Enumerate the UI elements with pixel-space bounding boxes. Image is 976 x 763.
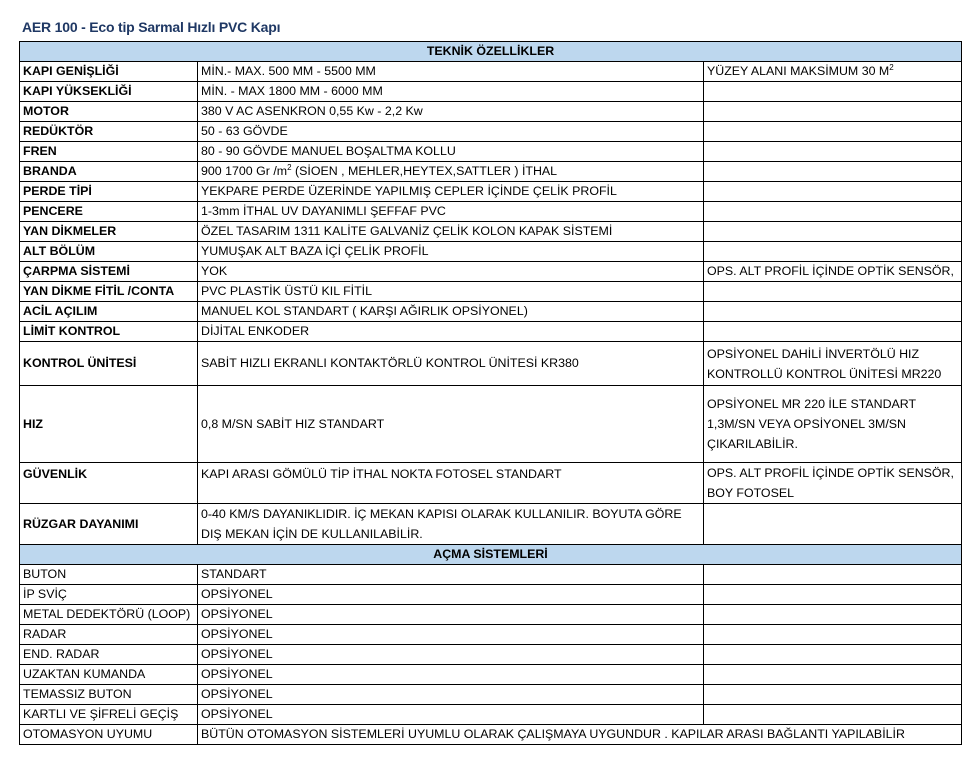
table-row — [20, 585, 962, 605]
spec-value: DİJİTAL ENKODER — [198, 322, 704, 342]
spec-note — [704, 222, 962, 242]
table-row — [20, 102, 962, 122]
table-row — [20, 322, 962, 342]
spec-note: YÜZEY ALANI MAKSİMUM 30 $M^2$ — [704, 62, 962, 82]
table-row — [20, 463, 962, 504]
spec-note — [704, 504, 962, 545]
section-header-row — [20, 545, 962, 565]
table-row — [20, 182, 962, 202]
table-row — [20, 242, 962, 262]
spec-label: ÇARPMA SİSTEMİ — [20, 262, 198, 282]
table-row — [20, 282, 962, 302]
spec-label: ACİL AÇILIM — [20, 302, 198, 322]
option-label: END. RADAR — [20, 645, 198, 665]
spec-label: YAN DİKMELER — [20, 222, 198, 242]
spec-label: RÜZGAR DAYANIMI — [20, 504, 198, 545]
table-row — [20, 222, 962, 242]
table-row — [20, 162, 962, 182]
option-label: KARTLI VE ŞİFRELİ GEÇİŞ — [20, 705, 198, 725]
spec-label: HIZ — [20, 386, 198, 463]
spec-label: KONTROL ÜNİTESİ — [20, 342, 198, 386]
table-row — [20, 625, 962, 645]
spec-note: OPSİYONEL MR 220 İLE STANDART 1,3M/SN VEYA OPSİYONEL 3M/SN ÇIKARILABİLİR. — [704, 386, 962, 463]
spec-note — [704, 302, 962, 322]
spec-note — [704, 282, 962, 302]
spec-value: 0,8 M/SN SABİT HIZ STANDART — [198, 386, 704, 463]
spec-note — [704, 162, 962, 182]
spec-value: 0-40 KM/S DAYANIKLIDIR. İÇ MEKAN KAPISI OLARAK KULLANILIR. BOYUTA GÖRE DIŞ MEKAN İÇİN DE KULLANILABİLİR. — [198, 504, 704, 545]
table-row — [20, 202, 962, 222]
spec-value: KAPI ARASI GÖMÜLÜ TİP İTHAL NOKTA FOTOSEL STANDART — [198, 463, 704, 504]
section-header-row — [20, 42, 962, 62]
option-value: OPSİYONEL — [198, 685, 704, 705]
option-label: BUTON — [20, 565, 198, 585]
option-value: OPSİYONEL — [198, 665, 704, 685]
option-note — [704, 705, 962, 725]
spec-note — [704, 82, 962, 102]
table-row — [20, 565, 962, 585]
automation-value: BÜTÜN OTOMASYON SİSTEMLERİ UYUMLU OLARAK ÇALIŞMAYA UYGUNDUR . KAPILAR ARASI BAĞLANTI YAPILABİLİR — [198, 725, 962, 745]
option-note — [704, 605, 962, 625]
spec-value: PVC PLASTİK ÜSTÜ KIL FİTİL — [198, 282, 704, 302]
option-value: STANDART — [198, 565, 704, 585]
spec-value: MİN.- MAX. 500 MM - 5500 MM — [198, 62, 704, 82]
table-row — [20, 605, 962, 625]
option-note — [704, 645, 962, 665]
spec-note — [704, 142, 962, 162]
table-row — [20, 645, 962, 665]
spec-value: 50 - 63 GÖVDE — [198, 122, 704, 142]
spec-table — [19, 41, 962, 745]
spec-value: MİN. - MAX 1800 MM - 6000 MM — [198, 82, 704, 102]
spec-note — [704, 122, 962, 142]
table-row — [20, 685, 962, 705]
spec-note — [704, 182, 962, 202]
table-row — [20, 62, 962, 82]
table-row — [20, 342, 962, 386]
table-row — [20, 665, 962, 685]
spec-value: SABİT HIZLI EKRANLI KONTAKTÖRLÜ KONTROL ÜNİTESİ KR380 — [198, 342, 704, 386]
option-value: OPSİYONEL — [198, 645, 704, 665]
spec-note: OPSİYONEL DAHİLİ İNVERTÖLÜ HIZ KONTROLLÜ KONTROL ÜNİTESİ MR220 — [704, 342, 962, 386]
spec-value: 380 V AC ASENKRON 0,55 Kw - 2,2 Kw — [198, 102, 704, 122]
spec-label: BRANDA — [20, 162, 198, 182]
spec-note: OPS. ALT PROFİL İÇİNDE OPTİK SENSÖR, BOY FOTOSEL — [704, 463, 962, 504]
option-label: İP SVİÇ — [20, 585, 198, 605]
table-row — [20, 82, 962, 102]
table-row — [20, 386, 962, 463]
option-note — [704, 625, 962, 645]
spec-value: 80 - 90 GÖVDE MANUEL BOŞALTMA KOLLU — [198, 142, 704, 162]
option-note — [704, 565, 962, 585]
spec-label: MOTOR — [20, 102, 198, 122]
spec-label: ALT BÖLÜM — [20, 242, 198, 262]
spec-note — [704, 322, 962, 342]
spec-label: PENCERE — [20, 202, 198, 222]
spec-value: 900 1700 Gr $/m^2$ (SİOEN , MEHLER,HEYTEX,SATTLER ) İTHAL — [198, 162, 704, 182]
table-row — [20, 142, 962, 162]
spec-label: REDÜKTÖR — [20, 122, 198, 142]
automation-label: OTOMASYON UYUMU — [20, 725, 198, 745]
table-row — [20, 302, 962, 322]
spec-value: YOK — [198, 262, 704, 282]
spec-note: OPS. ALT PROFİL İÇİNDE OPTİK SENSÖR, — [704, 262, 962, 282]
option-value: OPSİYONEL — [198, 625, 704, 645]
spec-value: YUMUŞAK ALT BAZA İÇİ ÇELİK PROFİL — [198, 242, 704, 262]
option-value: OPSİYONEL — [198, 705, 704, 725]
spec-note — [704, 102, 962, 122]
spec-value: YEKPARE PERDE ÜZERİNDE YAPILMIŞ CEPLER İÇİNDE ÇELİK PROFİL — [198, 182, 704, 202]
superscript: 2 — [287, 162, 292, 172]
section-header-acma: AÇMA SİSTEMLERİ — [20, 545, 962, 565]
spec-label: YAN DİKME FİTİL /CONTA — [20, 282, 198, 302]
table-row — [20, 705, 962, 725]
option-note — [704, 665, 962, 685]
spec-label: PERDE TİPİ — [20, 182, 198, 202]
option-note — [704, 685, 962, 705]
option-value: OPSİYONEL — [198, 585, 704, 605]
spec-label: KAPI GENİŞLİĞİ — [20, 62, 198, 82]
spec-value: ÖZEL TASARIM 1311 KALİTE GALVANİZ ÇELİK KOLON KAPAK SİSTEMİ — [198, 222, 704, 242]
table-row — [20, 122, 962, 142]
spec-value: 1-3mm İTHAL UV DAYANIMLI ŞEFFAF PVC — [198, 202, 704, 222]
spec-label: FREN — [20, 142, 198, 162]
spec-note — [704, 242, 962, 262]
option-label: METAL DEDEKTÖRÜ (LOOP) — [20, 605, 198, 625]
section-header-teknik: TEKNİK ÖZELLİKLER — [20, 42, 962, 62]
superscript: 2 — [889, 62, 894, 72]
spec-note — [704, 202, 962, 222]
option-label: UZAKTAN KUMANDA — [20, 665, 198, 685]
table-row — [20, 725, 962, 745]
spec-label: GÜVENLİK — [20, 463, 198, 504]
spec-label: LİMİT KONTROL — [20, 322, 198, 342]
document-title: AER 100 - Eco tip Sarmal Hızlı PVC Kapı — [22, 19, 281, 35]
table-row — [20, 262, 962, 282]
table-row — [20, 504, 962, 545]
spec-value: MANUEL KOL STANDART ( KARŞI AĞIRLIK OPSİYONEL) — [198, 302, 704, 322]
option-value: OPSİYONEL — [198, 605, 704, 625]
spec-label: KAPI YÜKSEKLİĞİ — [20, 82, 198, 102]
option-note — [704, 585, 962, 605]
option-label: TEMASSIZ BUTON — [20, 685, 198, 705]
option-label: RADAR — [20, 625, 198, 645]
